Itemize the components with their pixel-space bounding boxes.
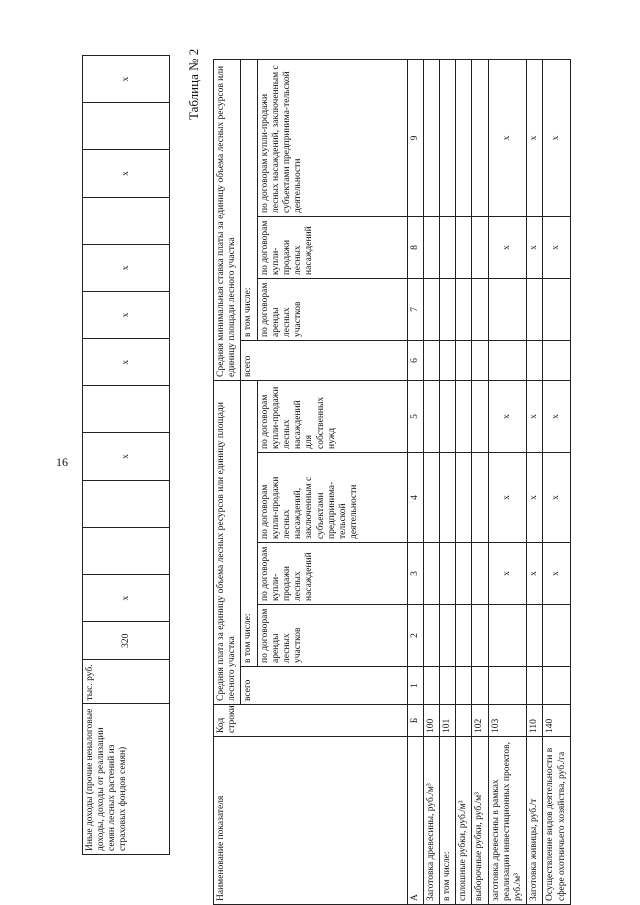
row-cell <box>472 380 488 452</box>
col-number: Б <box>407 705 423 737</box>
table-row <box>543 59 570 904</box>
col-number: 5 <box>407 380 423 452</box>
row-cell <box>488 278 527 340</box>
row-cell <box>527 667 543 705</box>
row-cell <box>472 453 488 543</box>
row-cell: x <box>543 380 570 452</box>
col-number: А <box>407 737 423 905</box>
table-row <box>527 59 543 904</box>
income-cell <box>83 480 170 527</box>
header-purchase-small: по договорам купли-продажи лесных насаждений, заключенным с субъектами предпринима-тельской деятельности <box>257 453 407 543</box>
table-caption: Таблица № 2 <box>186 48 201 120</box>
income-cell: x <box>83 56 170 103</box>
row-cell <box>472 59 488 216</box>
header-lease-2: по договорам аренды лесных участков <box>257 278 407 340</box>
row-cell <box>423 380 439 452</box>
row-code: 110 <box>527 705 543 737</box>
row-cell <box>456 216 472 278</box>
row-cell: x <box>488 59 527 216</box>
income-cell <box>83 103 170 150</box>
row-cell <box>456 543 472 605</box>
row-cell <box>527 605 543 667</box>
row-cell <box>423 543 439 605</box>
row-cell <box>440 278 456 340</box>
row-name: Заготовка древесины, руб./м³ <box>423 737 439 905</box>
row-cell <box>488 667 527 705</box>
header-purchase: по договорам купли-продажи лесных насаждений <box>257 543 407 605</box>
header-purchase-own: по договорам купли-продажи лесных насаждений для собственных нужд <box>257 380 407 452</box>
row-cell <box>440 605 456 667</box>
row-cell: x <box>488 380 527 452</box>
header-min-rate: Средняя минимальная ставка платы за единицу объема лесных ресурсов или единицу площади лесного участка <box>214 59 241 380</box>
row-name: заготовка древесины в рамках реализации инвестиционных проектов, руб./м³ <box>488 737 527 905</box>
row-cell <box>440 340 456 380</box>
income-unit: тыс. руб. <box>83 660 170 704</box>
row-cell <box>440 667 456 705</box>
row-cell <box>527 340 543 380</box>
row-cell <box>423 453 439 543</box>
header-purchase-small-2: по договорам купли-продажи лесных насаждений, заключенным с субъектами предпринима-тельской деятельности <box>257 59 407 216</box>
col-number: 9 <box>407 59 423 216</box>
table-row <box>472 59 488 904</box>
row-code: 103 <box>488 705 527 737</box>
row-cell <box>543 340 570 380</box>
row-cell <box>440 543 456 605</box>
table-row <box>423 59 439 904</box>
row-cell <box>456 605 472 667</box>
row-cell <box>472 605 488 667</box>
row-name: выборочные рубки, руб./м³ <box>472 737 488 905</box>
col-number: 2 <box>407 605 423 667</box>
row-code: 140 <box>543 705 570 737</box>
row-cell <box>543 605 570 667</box>
row-cell <box>543 667 570 705</box>
row-cell: x <box>527 216 543 278</box>
row-name: Осуществление видов деятельности в сфере охотничьего хозяйства, руб./га <box>543 737 570 905</box>
income-cell: x <box>83 150 170 197</box>
row-cell <box>440 380 456 452</box>
header-purchase-2: по договорам купли-продажи лесных насаждений <box>257 216 407 278</box>
row-cell: x <box>527 59 543 216</box>
row-cell <box>472 340 488 380</box>
row-name: сплошные рубки, руб./м³ <box>456 737 472 905</box>
row-cell: x <box>527 543 543 605</box>
row-code: 102 <box>472 705 488 737</box>
row-cell <box>423 278 439 340</box>
income-cell: x <box>83 574 170 621</box>
page-number: 16 <box>56 455 68 469</box>
row-cell <box>472 543 488 605</box>
row-cell <box>488 340 527 380</box>
income-cell: x <box>83 433 170 480</box>
row-cell: x <box>543 543 570 605</box>
row-cell <box>423 605 439 667</box>
income-cell: x <box>83 244 170 291</box>
col-number: 1 <box>407 667 423 705</box>
row-cell <box>440 453 456 543</box>
row-cell <box>440 59 456 216</box>
fee-table <box>213 60 567 905</box>
row-cell <box>472 216 488 278</box>
table-row <box>456 59 472 904</box>
header-in-that: в том числе: <box>241 380 257 666</box>
header-avg-fee: Средняя плата за единицу объема лесных ресурсов или единицу площади лесного участка <box>214 380 241 704</box>
header-total: всего <box>241 667 407 705</box>
header-lease: по договорам аренды лесных участков <box>257 605 407 667</box>
row-code: 100 <box>423 705 439 737</box>
header-indicator: Наименование показателя <box>214 737 408 905</box>
row-cell: x <box>488 453 527 543</box>
row-code <box>456 705 472 737</box>
row-cell <box>543 278 570 340</box>
row-cell <box>488 605 527 667</box>
header-code: Код строки <box>214 705 408 737</box>
col-number: 4 <box>407 453 423 543</box>
row-cell <box>423 59 439 216</box>
col-number: 6 <box>407 340 423 380</box>
col-number: 3 <box>407 543 423 605</box>
row-cell <box>456 59 472 216</box>
row-cell: x <box>543 216 570 278</box>
row-code: 101 <box>440 705 456 737</box>
row-cell: x <box>543 59 570 216</box>
row-cell <box>456 453 472 543</box>
row-cell: x <box>488 543 527 605</box>
table-row <box>440 59 456 904</box>
col-number: 8 <box>407 216 423 278</box>
row-cell: x <box>527 380 543 452</box>
header-total-2: всего <box>241 340 407 380</box>
col-number: 7 <box>407 278 423 340</box>
row-cell <box>472 278 488 340</box>
row-cell <box>423 667 439 705</box>
income-cell <box>83 527 170 574</box>
row-cell <box>472 667 488 705</box>
row-cell <box>456 278 472 340</box>
row-cell: x <box>488 216 527 278</box>
income-cell: x <box>83 291 170 338</box>
income-cell: x <box>83 339 170 386</box>
row-cell: x <box>543 453 570 543</box>
header-in-that-2: в том числе: <box>241 59 257 340</box>
row-name: в том числе: <box>440 737 456 905</box>
row-cell: x <box>527 453 543 543</box>
income-cell <box>83 386 170 433</box>
row-cell <box>456 340 472 380</box>
row-cell <box>527 278 543 340</box>
row-cell <box>456 380 472 452</box>
income-code: 320 <box>83 622 170 660</box>
income-cell <box>83 197 170 244</box>
row-cell <box>440 216 456 278</box>
row-cell <box>423 216 439 278</box>
income-label: Иные доходы (прочие неналоговые доходы, доходы от реализации семян лесных растений из страховых фондов семян) <box>83 704 170 855</box>
row-cell <box>423 340 439 380</box>
income-table-fragment <box>82 55 170 855</box>
row-cell <box>456 667 472 705</box>
table-row <box>488 59 527 904</box>
row-name: Заготовка живицы, руб./т <box>527 737 543 905</box>
